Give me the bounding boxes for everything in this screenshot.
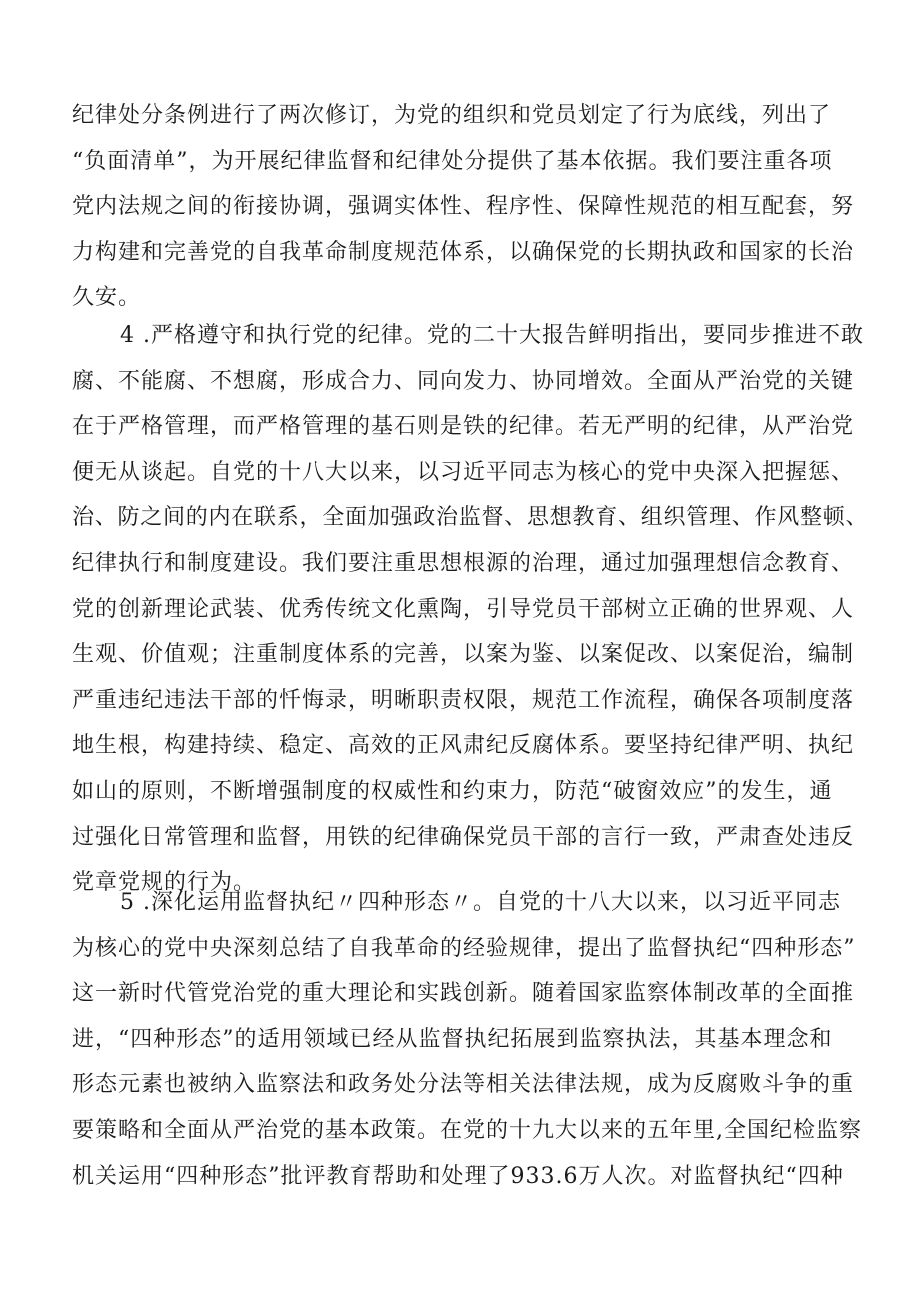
paragraph-line: 进，“四种形态”的适用领域已经从监督执纪拓展到监察执法，其基本理念和 — [72, 1026, 833, 1052]
paragraph-line: 这一新时代管党治党的重大理论和实践创新。随着国家监察体制改革的全面推 — [72, 981, 855, 1007]
paragraph-discipline-regulations — [72, 93, 874, 321]
paragraph-line: 力构建和完善党的自我革命制度规范体系，以确保党的长期执政和国家的长治 — [72, 239, 855, 265]
paragraph-line: 纪律处分条例进行了两次修订，为党的组织和党员划定了行为底线，列出了 — [72, 103, 832, 128]
paragraph-line: 便无从谈起。自党的十八大以来，以习近平同志为核心的党中央深入把握惩、 — [72, 459, 855, 485]
paragraph-line: 生观、价值观；注重制度体系的完善，以案为鉴、以案促改、以案促治，编制 — [72, 642, 855, 668]
paragraph-line: 如山的原则，不断增强制度的权威性和约束力，防范“破窗效应”的发生，通 — [72, 778, 833, 804]
paragraph-section-5 — [72, 880, 874, 1199]
paragraph-line: 治、防之间的内在联系，全面加强政治监督、思想教育、组织管理、作风整顿、 — [72, 505, 869, 531]
paragraph-line: “负面清单”，为开展纪律监督和纪律处分提供了基本依据。我们要注重各项 — [72, 148, 833, 174]
paragraph-line: 纪律执行和制度建设。我们要注重思想根源的治理，通过加强理想信念教育、 — [72, 550, 855, 576]
paragraph-line: 机关运用“四种形态”批评教育帮助和处理了933.6万人次。对监督执纪“四种 — [72, 1163, 844, 1189]
paragraph-line: 党的创新理论武装、优秀传统文化熏陶，引导党员干部树立正确的世界观、人 — [72, 596, 855, 622]
section-heading-line: 5 .深化运用监督执纪〃四种形态〃。自党的十八大以来，以习近平同志 — [120, 890, 841, 915]
paragraph-line: 为核心的党中央深刻总结了自我革命的经验规律，提出了监督执纪“四种形态” — [72, 935, 856, 961]
paragraph-section-4 — [72, 313, 874, 906]
paragraph-line: 在于严格管理，而严格管理的基石则是铁的纪律。若无严明的纪律，从严治党 — [72, 414, 855, 440]
paragraph-line: 严重违纪违法干部的忏悔录，明晰职责权限，规范工作流程，确保各项制度落 — [72, 687, 855, 713]
paragraph-line: 要策略和全面从严治党的基本政策。在党的十九大以来的五年里,全国纪检监察 — [72, 1117, 862, 1143]
paragraph-line: 腐、不能腐、不想腐，形成合力、同向发力、协同增效。全面从严治党的关键 — [72, 368, 855, 394]
section-heading-line: 4 .严格遵守和执行党的纪律。党的二十大报告鲜明指出，要同步推进不敢 — [120, 323, 864, 348]
paragraph-line: 党章党规的行为。 — [72, 870, 257, 896]
paragraph-line: 地生根，构建持续、稳定、高效的正风肃纪反腐体系。要坚持纪律严明、执纪 — [72, 733, 855, 759]
paragraph-line: 党内法规之间的衔接协调，强调实体性、程序性、保障性规范的相互配套，努 — [72, 194, 855, 220]
paragraph-line: 久安。 — [72, 285, 142, 311]
paragraph-line: 过强化日常管理和监督，用铁的纪律确保党员干部的言行一致，严肃查处违反 — [72, 824, 855, 850]
paragraph-line: 形态元素也被纳入监察法和政务处分法等相关法律法规，成为反腐败斗争的重 — [72, 1072, 855, 1098]
